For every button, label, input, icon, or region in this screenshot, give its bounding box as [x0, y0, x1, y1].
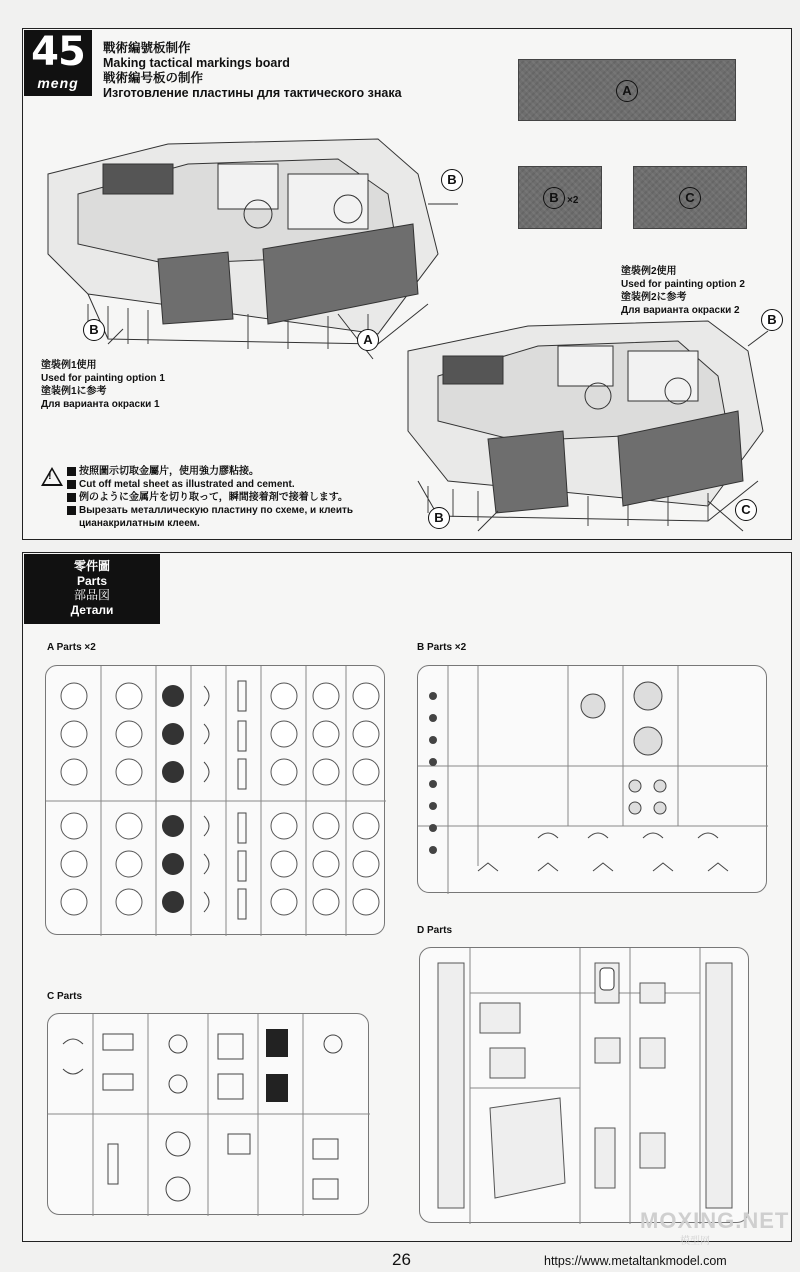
sprue-d-label: D Parts	[417, 925, 453, 936]
warning-note	[41, 465, 353, 530]
warning-icon	[41, 467, 63, 486]
warning-ja: 例のように金属片を切り取って，瞬間接着剤で接着します。	[67, 491, 353, 504]
parts-ru: Детали	[70, 602, 114, 617]
callout-b-1a: B	[441, 169, 463, 191]
option1-ja: 塗装例1に参考	[41, 386, 107, 397]
source-url[interactable]: https://www.metaltankmodel.com	[544, 1254, 727, 1268]
sprue-c-label: C Parts	[47, 991, 83, 1002]
option1-caption	[41, 359, 165, 411]
option2-ja: 塗装例2に参考	[621, 292, 687, 303]
option2-caption	[621, 265, 745, 317]
step-panel	[22, 28, 792, 540]
callout-b-2b: B	[428, 507, 450, 529]
callout-b-2a: B	[761, 309, 783, 331]
warning-ru-cont: цианакрилатным клеем.	[79, 518, 200, 529]
sprue-c-parts	[48, 1014, 370, 1216]
sprue-b-parts	[418, 666, 768, 894]
title-zh-tw: 戰術編號板制作	[103, 41, 191, 55]
exclamation-icon: !	[48, 470, 52, 482]
sprue-d	[419, 947, 749, 1223]
plate-c	[633, 166, 747, 229]
sprue-a-parts	[46, 666, 386, 936]
option1-ru: Для варианта окраски 1	[41, 399, 160, 410]
option1-en: Used for painting option 1	[41, 373, 165, 384]
plate-b	[518, 166, 602, 229]
option2-en: Used for painting option 2	[621, 279, 745, 290]
title-ru: Изготовление пластины для тактического знака	[103, 86, 402, 100]
option2-zh: 塗裝例2使用	[621, 266, 677, 277]
callout-a-1: A	[357, 329, 379, 351]
sprue-a-label: A Parts ×2	[47, 642, 96, 653]
plate-b-qty: ×2	[567, 195, 579, 206]
sprue-b	[417, 665, 767, 893]
brand-logo: meng	[37, 75, 79, 91]
title-ja: 戦術編号板の制作	[103, 71, 204, 85]
step-titles	[103, 41, 402, 101]
parts-en: Parts	[76, 573, 108, 588]
vehicle-rear-illustration-2	[408, 321, 778, 541]
option2-ru: Для варианта окраски 2	[621, 305, 740, 316]
parts-header	[24, 554, 160, 624]
option1-zh: 塗裝例1使用	[41, 360, 97, 371]
plate-c-label: C	[679, 187, 701, 209]
parts-panel	[22, 552, 792, 1242]
watermark-sub: 模型网	[680, 1236, 710, 1247]
plate-a	[518, 59, 736, 121]
title-en: Making tactical markings board	[103, 56, 290, 70]
callout-b-1b: B	[83, 319, 105, 341]
vehicle-rear-illustration-1	[48, 134, 468, 364]
callout-c-2: C	[735, 499, 757, 521]
watermark: MOXING.NET	[640, 1208, 790, 1233]
warning-en: Cut off metal sheet as illustrated and cement.	[67, 478, 353, 491]
plate-a-label: A	[616, 80, 638, 102]
sprue-d-parts	[420, 948, 750, 1224]
plate-b-label: B	[543, 187, 565, 209]
sprue-c	[47, 1013, 369, 1215]
warning-ru: Вырезать металлическую пластину по схеме, и клеить	[67, 504, 353, 517]
warning-zh: 按照圖示切取金屬片，使用強力膠粘接。	[67, 465, 353, 478]
sprue-b-label: B Parts ×2	[417, 642, 467, 653]
page-number: 26	[392, 1250, 411, 1269]
step-number: 45	[31, 29, 85, 75]
step-badge	[24, 30, 92, 96]
sprue-a	[45, 665, 385, 935]
parts-ja: 部品図	[73, 588, 110, 602]
parts-zh: 零件圖	[73, 559, 110, 573]
